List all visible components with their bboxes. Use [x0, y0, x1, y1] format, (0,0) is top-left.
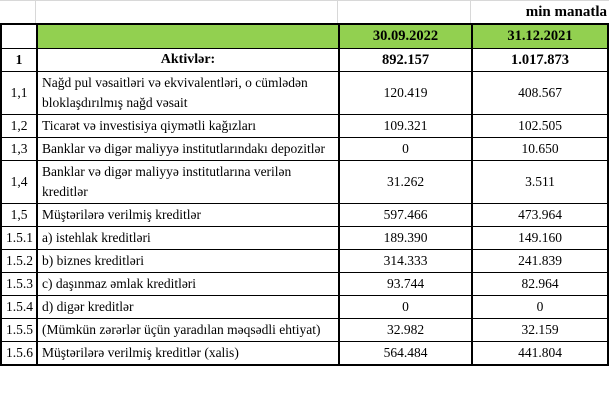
row-label-cell[interactable]: a) istehlak kreditləri: [37, 226, 339, 249]
value-2022-cell[interactable]: 32.982: [339, 318, 472, 341]
table-row: [1, 226, 608, 249]
value-2021-cell[interactable]: 441.804: [472, 341, 608, 365]
value-2021-cell[interactable]: 1.017.873: [472, 48, 608, 71]
table-row: [1, 137, 608, 160]
value-2022-cell[interactable]: 120.419: [339, 71, 472, 114]
value-2022-cell[interactable]: 31.262: [339, 160, 472, 203]
value-2022-cell[interactable]: 93.744: [339, 272, 472, 295]
row-label-cell[interactable]: Banklar və digər maliyyə institutlarındakı depozitlər: [37, 137, 339, 160]
gridline-vertical: [35, 1, 36, 24]
row-number-cell[interactable]: 1,2: [1, 114, 37, 137]
row-label-cell[interactable]: Ticarət və investisiya qiymətli kağızları: [37, 114, 339, 137]
row-number-cell[interactable]: 1,4: [1, 160, 37, 203]
header-cell-date-2021[interactable]: 31.12.2021: [472, 24, 608, 48]
unit-row: [0, 0, 609, 24]
header-cell-label[interactable]: [37, 24, 339, 48]
value-2021-cell[interactable]: 0: [472, 295, 608, 318]
financial-table: [0, 23, 609, 366]
row-number-cell[interactable]: 1,5: [1, 203, 37, 226]
row-label-cell[interactable]: c) daşınmaz əmlak kreditləri: [37, 272, 339, 295]
table-header-row: [1, 24, 608, 48]
row-number-cell[interactable]: 1.5.1: [1, 226, 37, 249]
row-label-cell[interactable]: Müştərilərə verilmiş kreditlər (xalis): [37, 341, 339, 365]
table-row: [1, 160, 608, 203]
row-number-cell[interactable]: 1.5.4: [1, 295, 37, 318]
table-row: [1, 48, 608, 71]
value-2021-cell[interactable]: 473.964: [472, 203, 608, 226]
value-2022-cell[interactable]: 109.321: [339, 114, 472, 137]
table-body: [1, 48, 608, 365]
value-2022-cell[interactable]: 314.333: [339, 249, 472, 272]
row-number-cell[interactable]: 1.5.6: [1, 341, 37, 365]
row-label-cell[interactable]: Aktivlər:: [37, 48, 339, 71]
value-2022-cell[interactable]: 0: [339, 137, 472, 160]
table-row: [1, 272, 608, 295]
value-2022-cell[interactable]: 892.157: [339, 48, 472, 71]
value-2021-cell[interactable]: 3.511: [472, 160, 608, 203]
value-2021-cell[interactable]: 10.650: [472, 137, 608, 160]
value-2022-cell[interactable]: 189.390: [339, 226, 472, 249]
table-row: [1, 114, 608, 137]
row-number-cell[interactable]: 1: [1, 48, 37, 71]
gridline-vertical: [470, 1, 471, 24]
table-row: [1, 249, 608, 272]
value-2021-cell[interactable]: 32.159: [472, 318, 608, 341]
row-number-cell[interactable]: 1.5.5: [1, 318, 37, 341]
gridline-vertical: [337, 1, 338, 24]
value-2022-cell[interactable]: 597.466: [339, 203, 472, 226]
row-label-cell[interactable]: b) biznes kreditləri: [37, 249, 339, 272]
row-number-cell[interactable]: 1.5.2: [1, 249, 37, 272]
row-label-cell[interactable]: Banklar və digər maliyyə institutlarına verilən kreditlər: [37, 160, 339, 203]
value-2021-cell[interactable]: 408.567: [472, 71, 608, 114]
value-2021-cell[interactable]: 241.839: [472, 249, 608, 272]
row-label-cell[interactable]: d) digər kreditlər: [37, 295, 339, 318]
row-label-cell[interactable]: (Mümkün zərərlər üçün yaradılan məqsədli ehtiyat): [37, 318, 339, 341]
header-cell-row-number[interactable]: [1, 24, 37, 48]
unit-label: min manatla: [525, 4, 607, 20]
value-2021-cell[interactable]: 82.964: [472, 272, 608, 295]
table-row: [1, 71, 608, 114]
row-number-cell[interactable]: 1.5.3: [1, 272, 37, 295]
value-2022-cell[interactable]: 0: [339, 295, 472, 318]
row-number-cell[interactable]: 1,3: [1, 137, 37, 160]
row-label-cell[interactable]: Müştərilərə verilmiş kreditlər: [37, 203, 339, 226]
value-2022-cell[interactable]: 564.484: [339, 341, 472, 365]
table-row: [1, 318, 608, 341]
value-2021-cell[interactable]: 149.160: [472, 226, 608, 249]
table-row: [1, 203, 608, 226]
row-label-cell[interactable]: Nağd pul vəsaitləri və ekvivalentləri, o cümlədən bloklaşdırılmış nağd vəsait: [37, 71, 339, 114]
table-row: [1, 295, 608, 318]
header-cell-date-2022[interactable]: 30.09.2022: [339, 24, 472, 48]
table-row: [1, 341, 608, 365]
row-number-cell[interactable]: 1,1: [1, 71, 37, 114]
value-2021-cell[interactable]: 102.505: [472, 114, 608, 137]
